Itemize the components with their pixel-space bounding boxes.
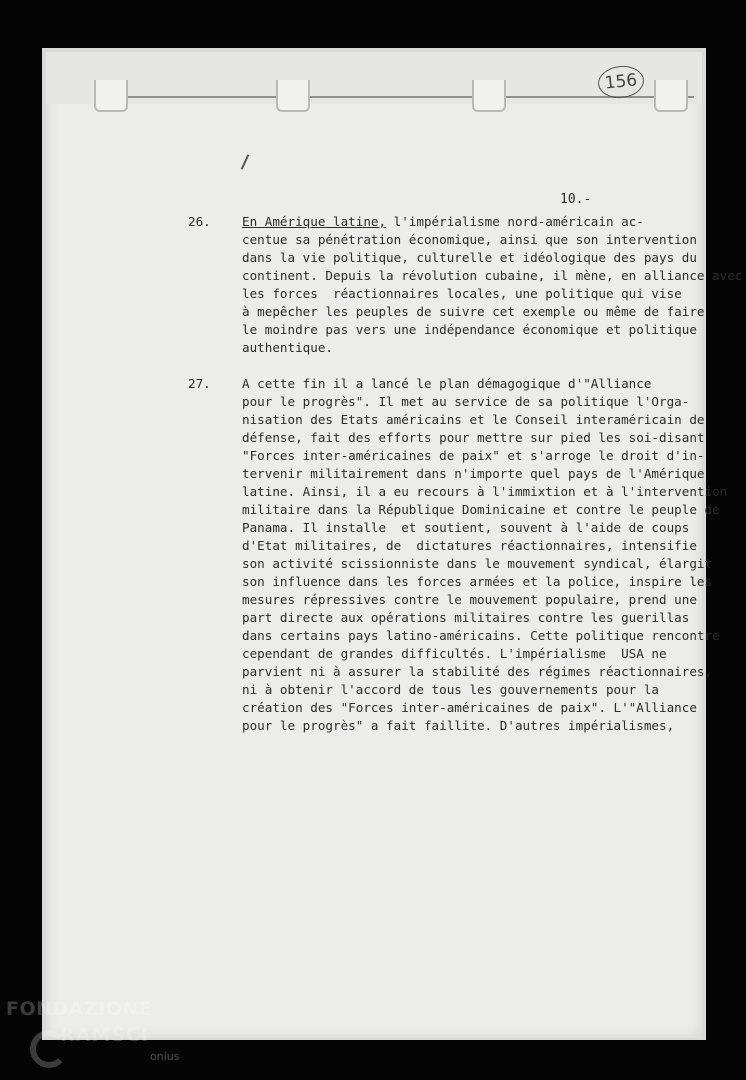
text-line: dans certains pays latino-américains. Cette politique rencontre: [242, 628, 720, 643]
paragraph-27: [188, 376, 728, 746]
text-line: militaire dans la République Dominicaine et contre le peuple de: [242, 502, 720, 517]
text-line: nisation des Etats américains et le Conseil interaméricain de: [242, 412, 705, 427]
folder-fold-line: [94, 96, 694, 98]
archive-watermark-line1: FONDAZIONE: [6, 998, 153, 1020]
binder-clip: [654, 80, 688, 112]
paragraph-first-line: [242, 214, 644, 229]
archive-watermark-suffix: onlus: [150, 1050, 180, 1063]
text-line: "Forces inter-américaines de paix" et s'arroge le droit d'in-: [242, 448, 705, 463]
text-line: son activité scissionniste dans le mouvement syndical, élargit: [242, 556, 713, 571]
pen-mark: [241, 154, 250, 169]
text-line: centue sa pénétration économique, ainsi que son intervention: [242, 232, 697, 247]
paragraph-26: [188, 214, 743, 355]
text-line: parvient ni à assurer la stabilité des régimes réactionnaires,: [242, 664, 713, 679]
binder-clip: [472, 80, 506, 112]
paragraph-number: 27.: [188, 376, 211, 391]
text-line: dans la vie politique, culturelle et idéologique des pays du: [242, 250, 697, 265]
text-line: A cette fin il a lancé le plan démagogique d'"Alliance: [242, 376, 652, 391]
page-number: 10.-: [560, 192, 592, 207]
text-line: continent. Depuis la révolution cubaine, il mène, en alliance avec: [242, 268, 743, 283]
text-line: tervenir militairement dans n'importe quel pays de l'Amérique: [242, 466, 705, 481]
handwritten-page-annotation: 156: [596, 64, 645, 101]
text-line: mesures répressives contre le mouvement populaire, prend une: [242, 592, 697, 607]
text-line: à mepêcher les peuples de suivre cet exemple ou même de faire: [242, 304, 705, 319]
section-heading: En Amérique latine,: [242, 214, 387, 229]
document-page: [46, 52, 743, 1038]
text-line: pour le progrès". Il met au service de sa politique l'Orga-: [242, 394, 690, 409]
text-line: latine. Ainsi, il a eu recours à l'immixtion et à l'intervention: [242, 484, 728, 499]
archive-watermark-line2: RAMSCI: [60, 1024, 149, 1046]
binder-clip: [94, 80, 128, 112]
text-line: son influence dans les forces armées et la police, inspire les: [242, 574, 713, 589]
text-line: le moindre pas vers une indépendance économique et politique: [242, 322, 697, 337]
text-line: création des "Forces inter-américaines de paix". L'"Alliance: [242, 700, 697, 715]
binder-clip: [276, 80, 310, 112]
text-line: défense, fait des efforts pour mettre sur pied les soi-disant: [242, 430, 705, 445]
text-line: authentique.: [242, 340, 333, 355]
text-line: cependant de grandes difficultés. L'impérialisme USA ne: [242, 646, 667, 661]
text-line: ni à obtenir l'accord de tous les gouvernements pour la: [242, 682, 660, 697]
first-line-text: l'impérialisme nord-américain ac-: [386, 214, 644, 229]
text-line: d'Etat militaires, de dictatures réactionnaires, intensifie: [242, 538, 697, 553]
text-line: part directe aux opérations militaires contre les guerillas: [242, 610, 690, 625]
text-line: les forces réactionnaires locales, une politique qui vise: [242, 286, 682, 301]
text-line: pour le progrès" a fait faillite. D'autres impérialismes,: [242, 718, 675, 733]
paragraph-number: 26.: [188, 214, 211, 229]
text-line: Panama. Il installe et soutient, souvent à l'aide de coups: [242, 520, 690, 535]
